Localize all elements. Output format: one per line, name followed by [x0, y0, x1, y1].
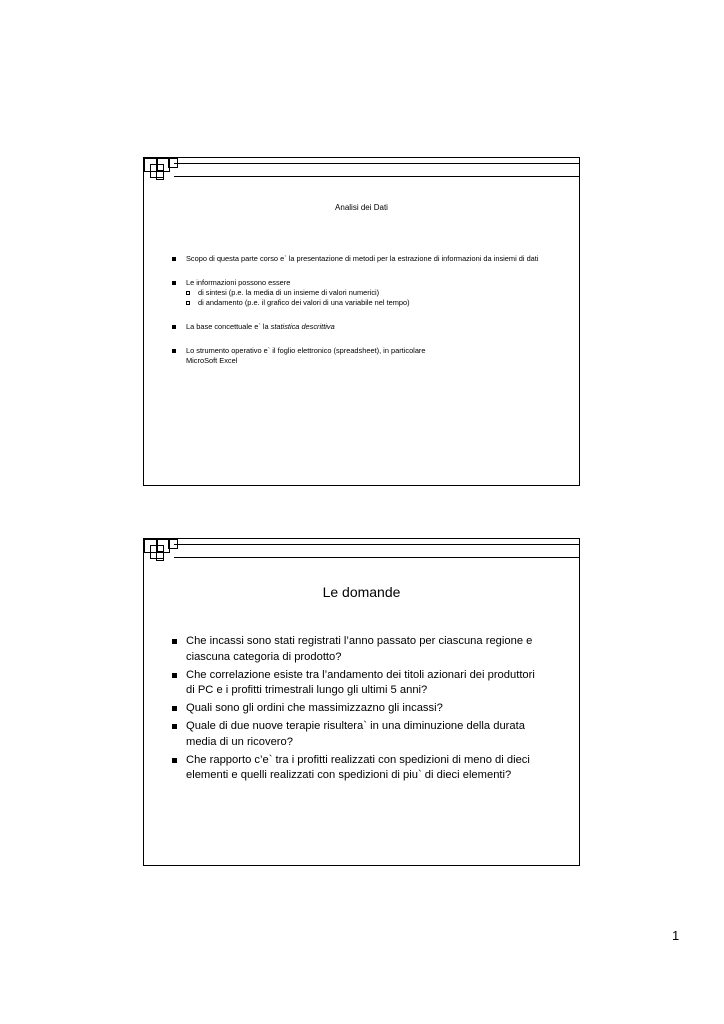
bullet-text: Che incassi sono stati registrati l’anno passato per ciascuna regione e ciascuna categoria di prodotto?: [186, 635, 533, 663]
bullet-square-icon: [172, 706, 177, 711]
slide-title: Analisi dei Dati: [335, 203, 388, 212]
bullet-square-icon: [172, 673, 177, 678]
hollow-square-bullet-icon: [186, 301, 190, 305]
bullet-text: Lo strumento operativo e` il foglio elettronico (spreadsheet), in particolare MicroSoft Excel: [186, 346, 426, 365]
slide-header-lines: [144, 158, 579, 178]
slide-1: [143, 157, 580, 486]
list-item: [172, 753, 539, 785]
list-item: [172, 254, 559, 264]
sub-bullet-text: di sintesi (p.e. la media di un insieme di valori numerici): [198, 288, 380, 297]
bullet-text: Quale di due nuove terapie risultera` in una diminuzione della durata media di un ricovero?: [186, 719, 525, 748]
hollow-square-bullet-icon: [186, 291, 190, 295]
list-item: [172, 278, 559, 308]
emphasis-text: statistica descrittiva: [270, 322, 335, 331]
slide-2: [143, 538, 580, 866]
bullet-text: Che rapporto c’e` tra i profitti realizzati con spedizioni di meno di dieci elementi e quelli realizzati con spedizioni di piu` di dieci elementi?: [186, 753, 530, 782]
bullet-text: Quali sono gli ordini che massimizzazno gli incassi?: [186, 702, 443, 715]
list-item: [172, 346, 559, 366]
bullet-square-icon: [172, 349, 176, 353]
list-item: [172, 668, 539, 700]
bullet-square-icon: [172, 325, 176, 329]
squares-logo-icon: [144, 539, 180, 563]
bullet-square-icon: [172, 724, 177, 729]
sub-bullet-text: di andamento (p.e. il grafico dei valori di una variabile nel tempo): [198, 298, 410, 307]
sub-list-item: [186, 288, 559, 298]
list-item: [172, 634, 539, 666]
bullet-text: Le informazioni possono essere: [186, 278, 291, 287]
list-item: [172, 701, 539, 717]
bullet-square-icon: [172, 257, 176, 261]
bullet-text: Scopo di questa parte corso e` la presentazione di metodi per la estrazione di informazioni da insiemi di dati: [186, 254, 539, 263]
bullet-list: [172, 634, 539, 786]
bullet-list: [172, 254, 559, 380]
squares-logo-icon: [144, 158, 180, 182]
bullet-text: Che correlazione esiste tra l’andamento dei titoli azionari dei produttori di PC e i profitti trimestrali lungo gli ultimi 5 anni?: [186, 668, 535, 697]
list-item: [172, 719, 539, 751]
bullet-text: La base concettuale e` la: [186, 322, 271, 331]
sub-list-item: [186, 298, 559, 308]
slide-header-lines: [144, 539, 579, 559]
page-number: 1: [672, 928, 680, 943]
bullet-square-icon: [172, 281, 176, 285]
slide-title: Le domande: [322, 584, 401, 600]
bullet-square-icon: [172, 639, 177, 644]
list-item: [172, 322, 559, 332]
bullet-square-icon: [172, 758, 177, 763]
